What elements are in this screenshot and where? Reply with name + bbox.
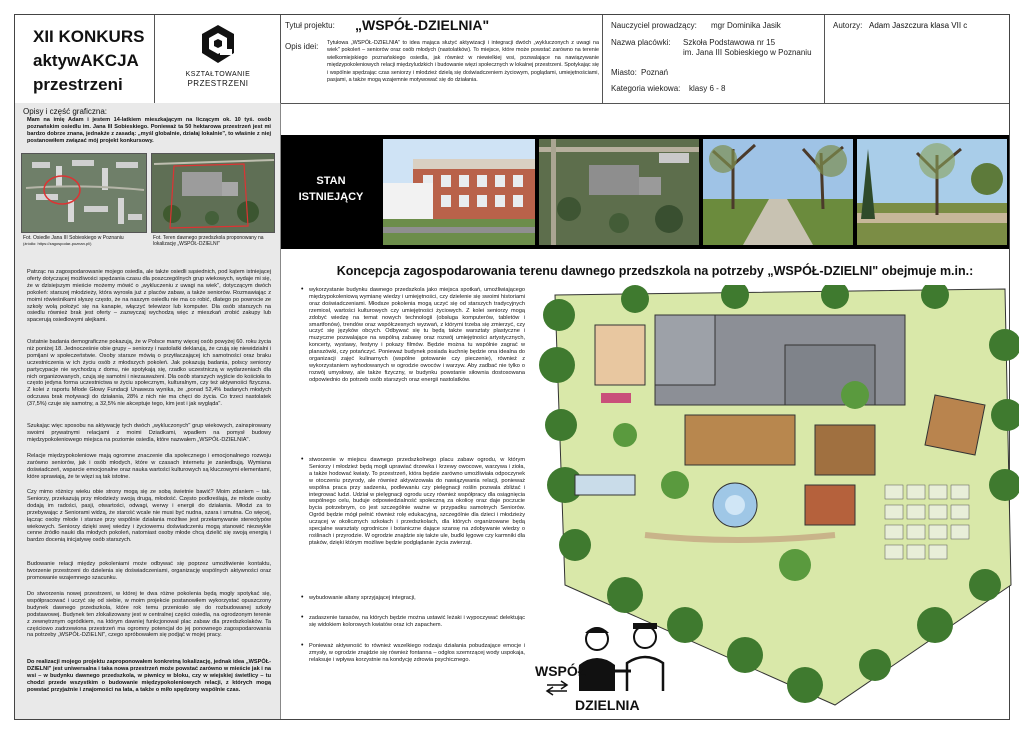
garden-trees-photo xyxy=(857,139,1007,245)
park-path-photo xyxy=(703,139,853,245)
bullet-3: • wybudowanie altany sprzyjającej integracji, xyxy=(301,594,416,601)
bullet-4: • zadaszenie tarasów, na których będzie można ustawić leżaki i wypoczywać delektując się widokiem kolorowych kwiatów oraz ich zapachem. xyxy=(301,614,525,628)
left-intro: Mam na imię Adam i jestem 14-latkiem mieszkającym na liczącym ok. 10 tyś. osób poznańskim osiedlu im. Jana III Sobieskiego. Ponieważ ta 50 hektarowa przestrzeń jest mi bardzo dobrze znana, jednakże z zasadą: „myśl globalnie, działaj lokalnie", to właśnie z niej postanowiłem związać mój projekt konkursowy. xyxy=(27,117,271,144)
authors-label: Autorzy: xyxy=(833,21,863,30)
caption-kindergarten: Fot. Teren dawnego przedszkola proponowany na lokalizację „WSPÓŁ-DZIELNI" xyxy=(153,235,264,247)
left-paragraph-6: Budowanie relacji między pokoleniami może odbywać się poprzez umożliwienie kontaktu, tworzenie przestrzeni do dzielenia się doświadczeniami, organizację wspólnych aktywności oraz promowanie wzajemnego szacunku. xyxy=(27,561,271,581)
left-paragraph-2: Ostatnie badania demograficzne pokazują, że w Polsce mamy więcej osób powyżej 60. roku życia niż poniżej 18. Jednocześnie obie grupy – seniorzy i nastolatki deklarują, że czują się niewidzialni i pomijani w społeczeństwie. Osoby starsze mówią o przytłaczającej ich samotności oraz braku uczestniczenia w ich życiu osób z młodszych pokoleń. Jak pokazują badania, polscy seniorzy partycypacje nie wychodzą z domu, nie spotykają się, rzadko uczestniczą w wydarzeniach dla nich organizowanych, czują się samotni i niezauważeni. Dla osób starszych wyjście do kościoła to często jedyna forma uczestnictwa w życiu społecznym, kulturalnym, czy też aktywności fizyczna. Z kolei z raportu Młode Głowy Fundacji Unaweza wynika, że „ponad 52,4% badanych młodych odczuwa brak motywacji do działania, 28% z nich nie ma chęci do życia. Co trzeci nastolatek (37,5%) czuje się samotny, a 32,5% nie akceptuje tego, kim jest i jak wygląda". xyxy=(27,339,271,408)
contest-line-1: XII KONKURS xyxy=(33,27,145,46)
concept-title: Koncepcja zagospodarowania terenu dawnego przedszkola na potrzeby „WSPÓŁ-DZIELNI" obejmuje m.in.: xyxy=(336,264,974,278)
teacher-info xyxy=(603,15,825,103)
left-paragraph-8: Do realizacji mojego projektu zaproponowałem konkretną lokalizację, jednak idea „WSPÓŁ-DZIELNI" jest uniwersalna i taka nowa przestrzeń może powstać zarówno w mieście jak i na wsi – w budynku dawnego przedszkola, w piwnicy w bloku, czy w wiejskiej świetlicy – tu chodzi przede wszystkim o budowanie międzypokoleniowych relacji, z których mogą powstać przyjaźnie i znajomości na lata, a także o miło spędzony wspólnie czas. xyxy=(27,659,271,693)
logo-dzielnia-text: DZIELNIA xyxy=(575,697,640,713)
left-heading: Opisy i część graficzna: xyxy=(23,107,108,116)
kp-logo-icon xyxy=(198,23,238,67)
authors-info xyxy=(825,15,1009,103)
existing-state-line-2: ISTNIEJĄCY xyxy=(298,191,364,203)
bullet-2: • stworzenie w miejscu dawnego przedszkolnego placu zabaw ogrodu, w którym Seniorzy i młodzież będą mogli uprawiać drzewka i krzewy owocowe, warzywa i zioła, a także hodować kwiaty. To przestrzeń, która będzie zarówno umożliwiała odpoczynek w otoczeniu przyrody, ale również aktywizowała do nawiązywania relacji, ponieważ wspólna praca przy sadzeniu, podlewaniu czy pielęgnacji roślin pozwala zbliżać i integrować ludzi. Udział w pielęgnacji ogrodu uczy również współpracy dla osiągnięcia wspólnego celu, buduje odpowiedzialność społeczną za okolicę oraz daje poczucie bycia potrzebnym, co jest szczególnie ważne w przypadku samotnych Seniorów. Ogród będzie mógł pełnić również rolę edukacyjną, szczególnie dla dzieci i młodzieży uczącej w okolicznych szkołach i przedszkolach, dla których organizowane będą specjalne warsztaty ogrodnicze i botaniczne dające szansę na zdobywanie wiedzy o roślinach i przyrodzie. W ogrodzie znajdzie się także ule, budki lęgowe czy karmniki dla ptaków, dzięki którym możliwe będzie podglądanie życia zwierząt. xyxy=(301,456,525,546)
left-paragraph-7: Do stworzenia nowej przestrzeni, w której te dwa różne pokolenia będą mogły spotykać się, współpracować i uczyć się od siebie, w moim projekcie postanowiłem wykorzystać opuszczony budynek dawnego przedszkola, które rok temu przeniosło się do rozbudowanej szkoły podstawowej. Budynek ten zlokalizowany jest w centralnej części osiedla, na ogrodzonym terenie z zewnętrznym ogródkiem, na którym dawniej funkcjonował plac zabaw dla przedszkolaków. Ta częściowo zadrzewiona przestrzeń ma ogromny potencjał do jej ponownego zagospodarowania na potrzeby „WSPÓŁ-DZIELNI", czego spróbowałem się podjąć w mojej pracy. xyxy=(27,591,271,639)
contest-line-2: aktywAKCJA xyxy=(33,51,139,70)
bullet-4-text: zadaszenie tarasów, na których będzie można ustawić leżaki i wypoczywać delektując się widokiem kolorowych kwiatów oraz ich zapachem. xyxy=(309,615,525,628)
contest-line-3: przestrzeni xyxy=(33,75,123,94)
project-title: „WSPÓŁ-DZIELNIA" xyxy=(355,17,490,33)
project-title-label: Tytuł projektu: xyxy=(285,21,335,30)
school-building-photo xyxy=(383,139,535,245)
poster-header xyxy=(15,15,1009,104)
teacher-label: Nauczyciel prowadzący: xyxy=(611,21,697,30)
bullet-5: • Ponieważ aktywność to również wszelkiego rodzaju działania pobudzające emocje i zmysły, w ogrodzie znajdzie się również fontanna – odgłos szemrzącej wody uspokaja, relaksuje i wpływa korzystnie na kondycję zdrowia psychicznego. xyxy=(301,642,525,663)
idea-text: Tytułowa „WSPÓŁ-DZIELNIA" to idea mająca służyć aktywizacji i integracji dwóch „wykluczonych z uwagi na wiek" pokoleń – seniorów oraz osób młodych (nastolatków). To miejsce, które może powstać zarówno na terenie wielkomiejskiego poznańskiego osiedla, jak również w niewielkiej wsi, pozwalające na nawiązywanie międzypokoleniowych relacji międzyludzkich i budowanie więzi społecznych w lokalnej przestrzeni. Spotykając się i wspólnie spędzając czas seniorzy i młodzież dzielą się doświadczeniem życiowym, poglądami, umiejętnościami, pasjami, a także mogą wzajemnie motywować się do działania. xyxy=(327,40,599,84)
contest-title xyxy=(15,15,155,103)
estate-map-image xyxy=(21,153,147,233)
bullet-3-text: wybudowanie altany sprzyjającej integracji, xyxy=(309,595,416,601)
authors-name: Adam Jaszczura klasa VII c xyxy=(869,21,968,30)
left-paragraph-4: Relacje międzypokoleniowe mają ogromne znaczenie dla społecznego i emocjonalnego rozwoju zarówno seniorów, jak i osób młodych, które w czasach internetu je zaniedbują. Wymiana doświadczeń, wsparcie emocjonalne oraz nauka wartości kulturowych są kluczowymi elementami, które sprawiają, że te więzi są tak istotne. xyxy=(27,453,271,480)
city-label: Miasto: xyxy=(611,68,637,77)
category-label: Kategoria wiekowa: xyxy=(611,84,681,93)
logo-text-line-2: PRZESTRZENI xyxy=(187,79,249,88)
kindergarten-area-image xyxy=(151,153,275,233)
left-paragraph-5: Czy mimo różnicy wieku obie strony mogą się ze sobą świetnie bawić? Moim zdaniem – tak. Seniorzy, przekazują przy młodzieży swoją drugą, młodość. Często podkreślają, że młode osoby dodają im radości, pasji, otwartości, odwagi, werwy i energii do działania. Młodzi za to przebywając z Seniorami widzą, że starość wcale nie musi być nudna, szara i smutna. Co więcej, łącząc osoby młode i starsze przy wspólnie działania możliwe jest przełamywanie stereotypów wiekowych. Seniorzy dzięki swej wiedzy i życiowemu doświadczeniu mogą stanowić niezwykle cenne źródło nauki dla młodych pokoleń, natomiast osoby młode chcą dzielić się swoją energią i bardzo docenią inicjatywę osób starszych. xyxy=(27,489,271,544)
caption-estate-text: Fot. Osiedle Jana III Sobieskiego w Poznaniu xyxy=(23,235,124,241)
school-name-line-1: Szkoła Podstawowa nr 15 xyxy=(683,38,776,47)
teacher-name: mgr Dominika Jasik xyxy=(711,21,781,30)
left-description-column xyxy=(15,103,281,719)
left-paragraph-1: Patrząc na zagospodarowanie mojego osiedla, ale także osiedli sąsiednich, pod kątem istniejącej oferty dotyczącej możliwości spędzania czasu dla poszczególnych grup wiekowych, wydaje mi się, że w dzisiejszym mieście możemy mówić o „wykluczeniu z uwagi na wiek", dotyczącym dwóch pokoleń: starszej młodzieży, która wyrosła już z placów zabaw, a także seniorów. Rozmawiając z moimi rówieśnikami słyszę często, że na naszym osiedlu nie ma co robić, dlatego po powrocie ze szkoły wolą położyć się na kanapie, włączyć telewizor lub komputer. Dla osób starszych na osiedlu również brak jest oferty – zazwyczaj wychodzą więc z mieszkań zrobić zakupy lub spacerują osiedlowymi alejkami. xyxy=(27,269,271,324)
poster-sheet xyxy=(14,14,1010,720)
caption-estate xyxy=(23,235,147,247)
left-paragraph-3: Szukając więc sposobu na aktywację tych dwóch „wykluczonych" grup wiekowych, zainspirowany swoimi prywatnymi relacjami z moimi Dziadkami, wpadłem na pomysł budowy międzypokoleniowego miejsca na poziomie osiedla, które nazwałem „WSPÓŁ-DZIELNIA". xyxy=(27,423,271,443)
existing-state-label xyxy=(281,135,381,249)
school-label: Nazwa placówki: xyxy=(611,38,671,47)
category-value: klasy 6 - 8 xyxy=(689,84,726,93)
logo-text-line-1: KSZTAŁTOWANIE xyxy=(185,71,251,78)
wspol-dzielnia-logo xyxy=(531,611,707,719)
idea-label: Opis idei: xyxy=(285,42,319,51)
bullet-1: • wykorzystanie budynku dawnego przedszkola jako miejsca spotkań, umożliwiającego międzypokoleniową wymianę wiedzy i umiejętności, czy dzielenie się swoimi historiami oraz doświadczeniami. Młodsze pokolenia mogą uczyć się od starszych tradycyjnych rzemiosł, wartości kulturowych czy umiejętności życiowych. Z kolei seniorzy mogą zdobyć wiedzę na temat nowych technologii (obsługa komputerów, tabletów i smartfonów), trendów oraz współczesnych wyzwań, z którymi trzeba się zmierzyć, czy uczyć się języków obcych. Odbywać się tu będą także warsztaty plastyczne i muzyczne pozwalające na wspólną zabawę oraz rozwój umiejętności artystycznych, koncerty, wystawy, festyny i pokazy filmów. Będzie można tu wspólnie zagrać w planszówki, czy potańczyć. Ponieważ budynek posiada kuchnię będzie ona idealna do organizacji zajęć kulinarnych (wspólne gotowanie czy pieczenie), również z wykorzystaniem wyhodowanych w ogrodzie owoców i warzyw. Aby zadbać nie tylko o rozwój umysłowy, ale także fizyczny, w budynku powstanie siłownia dostosowana odpowiednio do potrzeb osób starszych oraz energii nastolatków. xyxy=(301,286,525,383)
kp-logo xyxy=(155,15,281,103)
aerial-view-photo xyxy=(539,139,699,245)
bullet-2-text: stworzenie w miejscu dawnego przedszkolnego placu zabaw ogrodu, w którym Seniorzy i młodzież będą mogli uprawiać drzewka i krzewy owocowe, warzywa i zioła, a także hodować kwiaty. To przestrzeń, która będzie zarówno umożliwiała odpoczynek w otoczeniu przyrody, ale również aktywizowała do nawiązywania relacji, ponieważ wspólna praca przy sadzeniu, podlewaniu czy pielęgnacji roślin pozwala zbliżać i integrować ludzi. Udział w pielęgnacji ogrodu uczy również współpracy dla osiągnięcia wspólnego celu, buduje odpowiedzialność społeczną za okolicę oraz daje poczucie bycia potrzebnym, co jest szczególnie ważne w przypadku samotnych Seniorów. Ogród będzie mógł pełnić również rolę edukacyjną, szczególnie dla dzieci i młodzieży uczącej w okolicznych szkołach i przedszkolach, dla których organizowane będą specjalne warsztaty ogrodnicze i botaniczne dające szansę na zdobywanie wiedzy o roślinach i przyrodzie. W ogrodzie znajdzie się także ule, budki lęgowe czy karmniki dla ptaków, dzięki którym możliwe będzie podglądanie życia zwierząt. xyxy=(309,457,525,546)
city-name: Poznań xyxy=(641,68,669,77)
existing-state-line-1: STAN xyxy=(316,175,346,187)
logo-wspol-text: WSPÓŁ xyxy=(535,663,587,679)
bullet-1-text: wykorzystanie budynku dawnego przedszkola jako miejsca spotkań, umożliwiającego międzypokoleniową wymianę wiedzy i umiejętności, czy dzielenie się swoimi historiami oraz doświadczeniami. Młodsze pokolenia mogą uczyć się od starszych tradycyjnych rzemiosł, wartości kulturowych czy umiejętności życiowych. Z kolei seniorzy mogą zdobyć wiedzę na temat nowych technologii (obsługa komputerów, tabletów i smartfonów), trendów oraz współczesnych wyzwań, z którymi trzeba się zmierzyć, czy uczyć się języków obcych. Odbywać się tu będą także warsztaty plastyczne i muzyczne pozwalające na wspólną zabawę oraz rozwój umiejętności artystycznych, koncerty, wystawy, festyny i pokazy filmów. Będzie można tu wspólnie zagrać w planszówki, czy potańczyć. Ponieważ budynek posiada kuchnię będzie ona idealna do organizacji zajęć kulinarnych (wspólne gotowanie czy pieczenie), również z wykorzystaniem wyhodowanych w ogrodzie owoców i warzyw. Aby zadbać nie tylko o rozwój umysłowy, ale także fizyczny, w budynku powstanie siłownia dostosowana odpowiednio do potrzeb osób starszych oraz energii nastolatków. xyxy=(309,287,525,383)
school-name-line-2: im. Jana III Sobieskiego w Poznaniu xyxy=(683,48,812,57)
project-info xyxy=(281,15,603,103)
caption-estate-source: (źródło: https://zagospodar-poznan.pl/) xyxy=(23,241,92,246)
existing-state-strip xyxy=(281,135,1009,249)
bullet-5-text: Ponieważ aktywność to również wszelkiego rodzaju działania pobudzające emocje i zmysły, w ogrodzie znajdzie się również fontanna – odgłos szemrzącej wody uspokaja, relaksuje i wpływa korzystnie na kondycję zdrowia psychicznego. xyxy=(309,643,525,663)
